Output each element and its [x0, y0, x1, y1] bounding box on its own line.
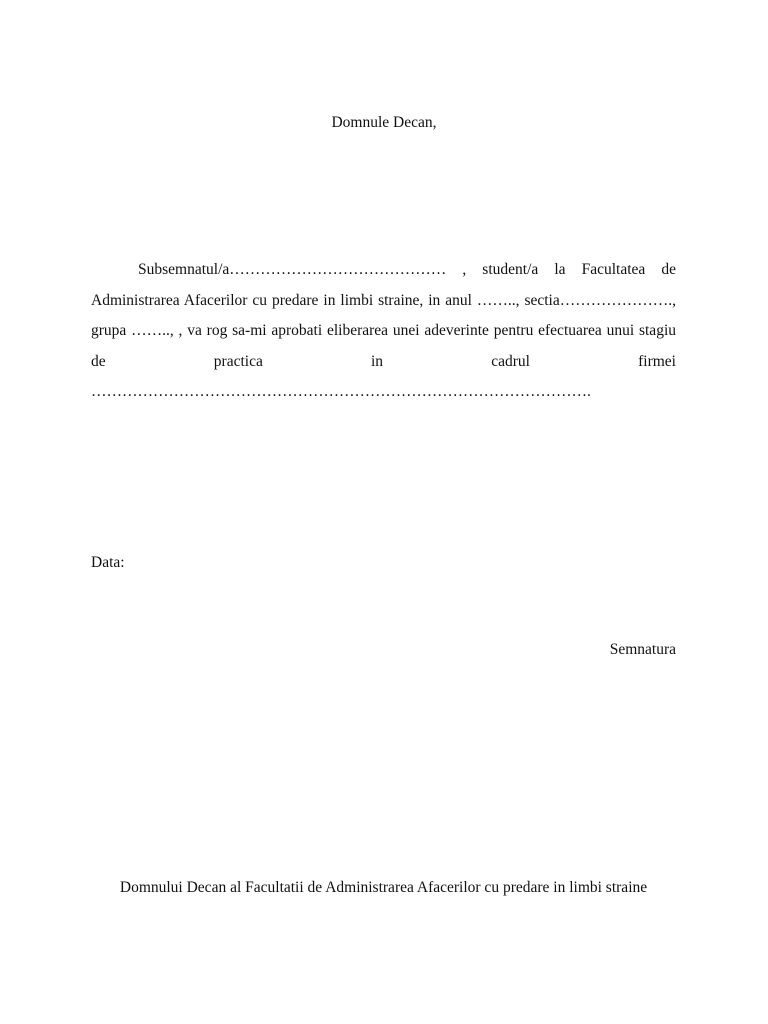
signature-label: Semnatura	[609, 641, 676, 658]
salutation: Domnule Decan,	[331, 114, 437, 131]
date-label: Data:	[91, 554, 125, 571]
request-paragraph: Subsemnatul/a…………………………………… , student/a la Facultatea de Administrarea Afacerilor cu predare in limbi straine, in anul …….., sectia…………………., grupa …….., , va rog sa-mi aprobati eliberarea unei adeverinte pentru efectuarea unui stagiu de practica in cadrul firmei …………………………………………………………………………………….	[91, 261, 676, 400]
addressee: Domnului Decan al Facultatii de Administrarea Afacerilor cu predare in limbi straine	[119, 879, 648, 896]
